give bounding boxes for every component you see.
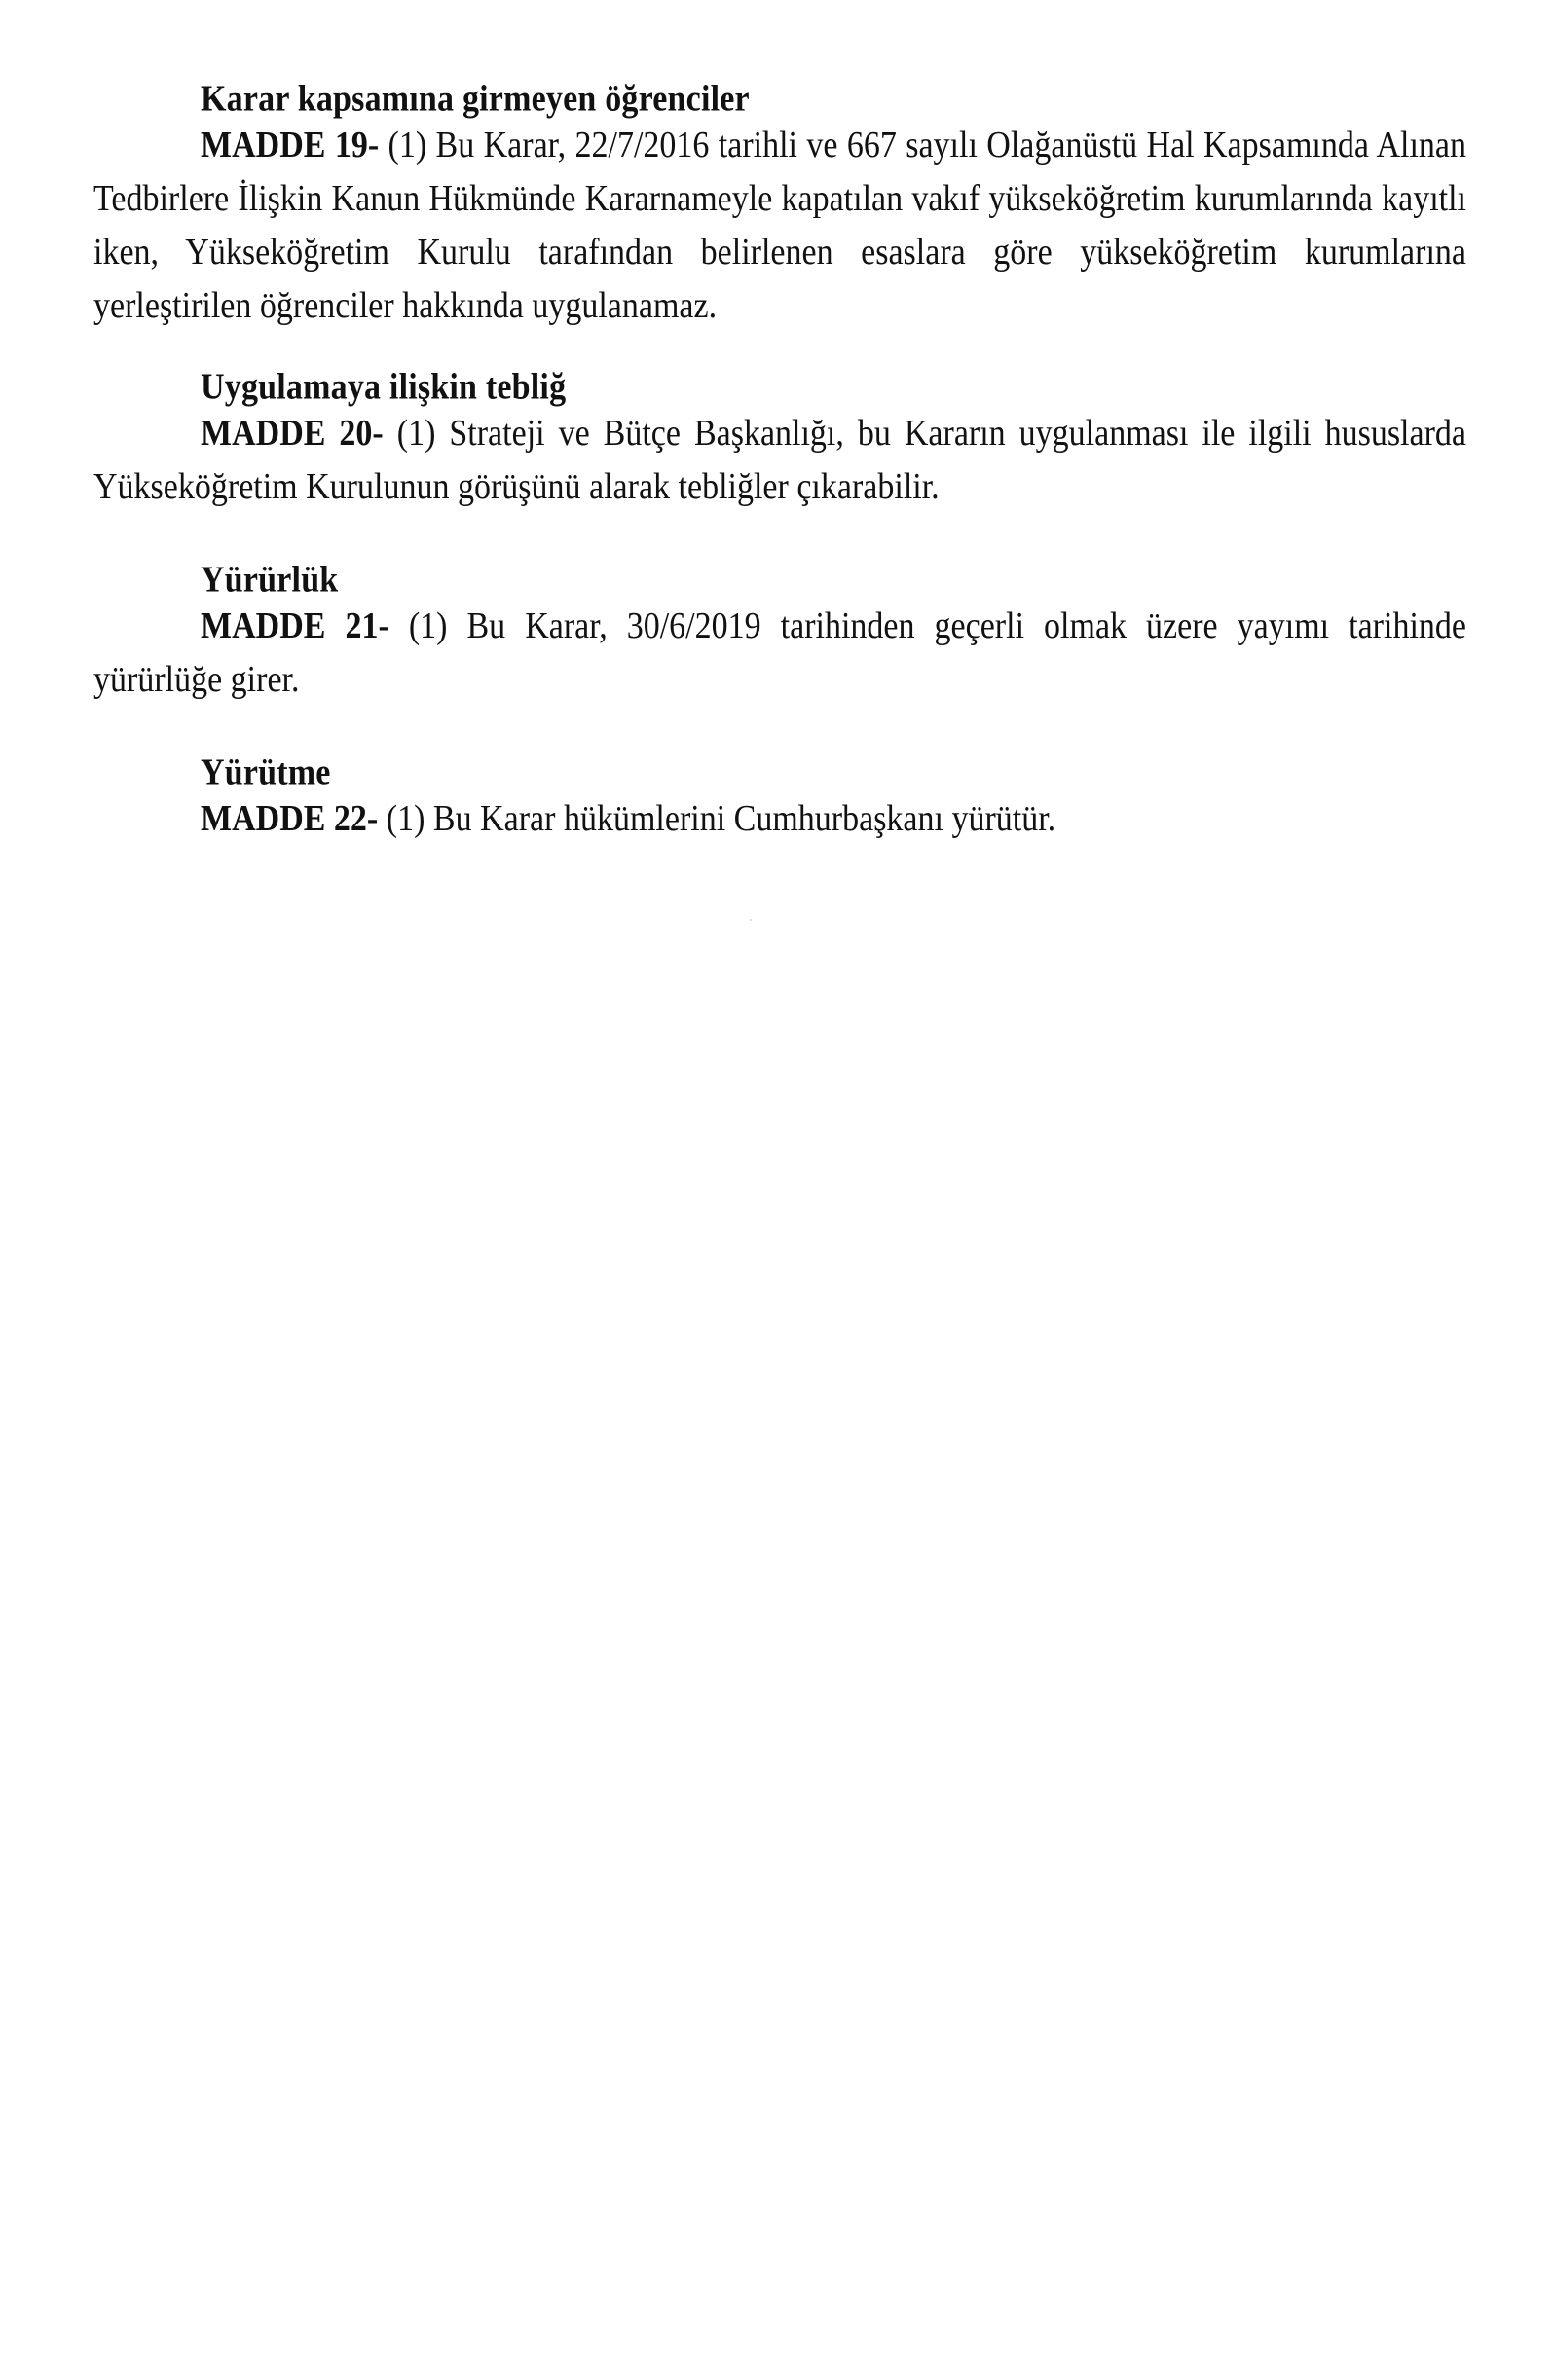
- article-number: MADDE 22-: [201, 798, 379, 840]
- article-text: (1) Bu Karar hükümlerini Cumhurbaşkanı yürütür.: [386, 798, 1056, 840]
- article-heading: Yürütme: [201, 752, 331, 793]
- scan-speck: [750, 919, 752, 921]
- article-body: [93, 600, 1466, 707]
- article-section-22: [93, 751, 1466, 840]
- document-content: [93, 78, 1466, 897]
- article-heading: Yürürlük: [201, 560, 339, 601]
- article-section-21: [93, 559, 1466, 701]
- article-section-20: [93, 366, 1467, 508]
- article-number: MADDE 19-: [201, 125, 380, 166]
- article-text: (1) Bu Karar, 30/6/2019 tarihinden geçerli olmak üzere yayımı tarihinde yürürlüğe girer.: [93, 605, 1466, 701]
- article-body: [93, 792, 1466, 846]
- article-text: (1) Bu Karar, 22/7/2016 tarihli ve 667 sayılı Olağanüstü Hal Kapsamında Alınan Tedbirlere İlişkin Kanun Hükmünde Kararnameyle kapatılan vakıf yükseköğretim kurumlarında kayıtlı iken, Yükseköğretim Kurulu tarafından belirlenen esaslara göre yükseköğretim kurumlarına yerleştirilen öğrenciler hakkında uygulanamaz.: [93, 125, 1466, 326]
- article-heading: Uygulamaya ilişkin tebliğ: [201, 367, 567, 408]
- article-body: [93, 119, 1466, 333]
- article-body: [93, 407, 1466, 514]
- article-heading: Karar kapsamına girmeyen öğrenciler: [201, 79, 750, 120]
- article-text: (1) Strateji ve Bütçe Başkanlığı, bu Kararın uygulanması ile ilgili hususlarda Yükseköğretim Kurulunun görüşünü alarak tebliğler çıkarabilir.: [93, 413, 1467, 508]
- article-number: MADDE 21-: [201, 605, 389, 647]
- article-number: MADDE 20-: [201, 413, 384, 455]
- article-section-19: [93, 78, 1466, 326]
